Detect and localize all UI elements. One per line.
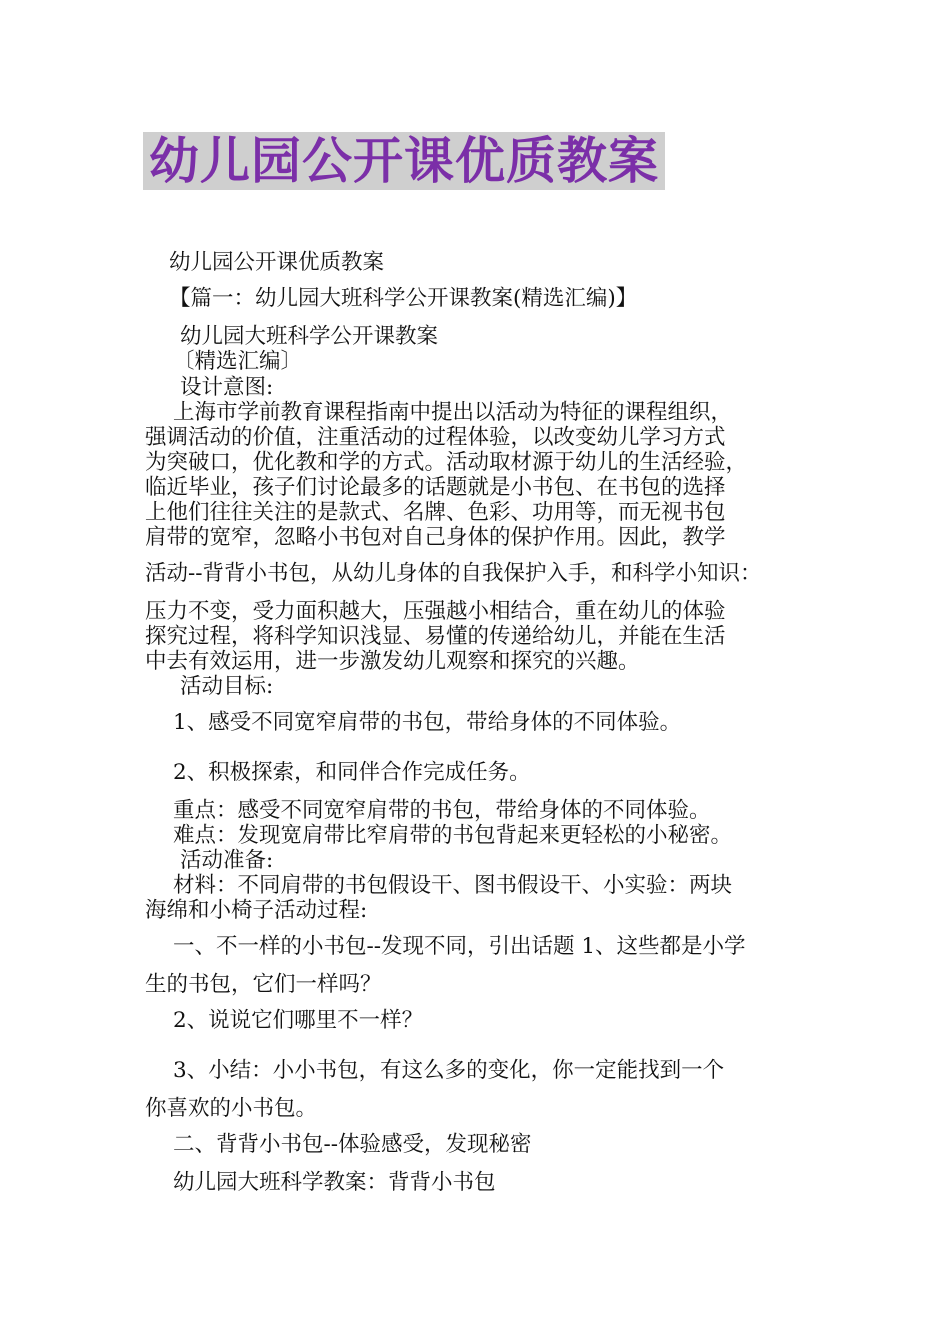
goal-item: 1、感受不同宽窄肩带的书包，带给身体的不同体验。	[173, 710, 682, 735]
design-intent-line: 为突破口，优化教和学的方式。活动取材源于幼儿的生活经验，	[145, 450, 748, 475]
lesson-title-suffix: 〔精选汇编〕	[173, 349, 303, 374]
goals-label: 活动目标:	[180, 674, 274, 699]
design-intent-line: 活动--背背小书包，从幼儿身体的自我保护入手，和科学小知识：	[145, 561, 762, 586]
section-heading: 【篇一：幼儿园大班科学公开课教案(精选汇编)】	[169, 286, 638, 311]
step1-question: 2、说说它们哪里不一样？	[173, 1008, 424, 1033]
closing-line: 幼儿园大班科学教案：背背小书包	[173, 1170, 496, 1195]
key-point: 重点：感受不同宽窄肩带的书包，带给身体的不同体验。	[173, 798, 711, 823]
materials-line: 材料：不同肩带的书包假设干、图书假设干、小实验：两块	[173, 873, 733, 898]
step1-summary-line: 你喜欢的小书包。	[145, 1096, 318, 1121]
step1-line: 一、不一样的小书包--发现不同，引出话题 1、这些都是小学	[173, 934, 746, 959]
step1-summary-line: 3、小结：小小书包，有这么多的变化，你一定能找到一个	[173, 1058, 725, 1083]
difficulty: 难点：发现宽肩带比窄肩带的书包背起来更轻松的小秘密。	[173, 823, 733, 848]
design-intent-line: 临近毕业，孩子们讨论最多的话题就是小书包、在书包的选择	[145, 475, 726, 500]
subtitle: 幼儿园公开课优质教案	[169, 250, 385, 275]
lesson-title: 幼儿园大班科学公开课教案	[180, 324, 439, 349]
prep-label: 活动准备:	[180, 848, 274, 873]
design-intent-line: 上他们往往关注的是款式、名牌、色彩、功用等，而无视书包	[145, 500, 726, 525]
design-intent-line: 肩带的宽窄，忽略小书包对自己身体的保护作用。因此，教学	[145, 525, 726, 550]
design-intent-label: 设计意图:	[180, 375, 274, 400]
materials-line: 海绵和小椅子活动过程:	[145, 898, 368, 923]
design-intent-line: 中去有效运用，进一步激发幼儿观察和探究的兴趣。	[145, 649, 640, 674]
design-intent-line: 强调活动的价值，注重活动的过程体验，以改变幼儿学习方式	[145, 425, 726, 450]
step1-line: 生的书包，它们一样吗？	[145, 972, 382, 997]
step2: 二、背背小书包--体验感受，发现秘密	[173, 1132, 532, 1157]
design-intent-line: 上海市学前教育课程指南中提出以活动为特征的课程组织，	[173, 400, 733, 425]
design-intent-line: 压力不变，受力面积越大，压强越小相结合，重在幼儿的体验	[145, 599, 726, 624]
document-title: 幼儿园公开课优质教案	[143, 132, 665, 190]
design-intent-line: 探究过程，将科学知识浅显、易懂的传递给幼儿，并能在生活	[145, 624, 726, 649]
goal-item: 2、积极探索，和同伴合作完成任务。	[173, 760, 531, 785]
